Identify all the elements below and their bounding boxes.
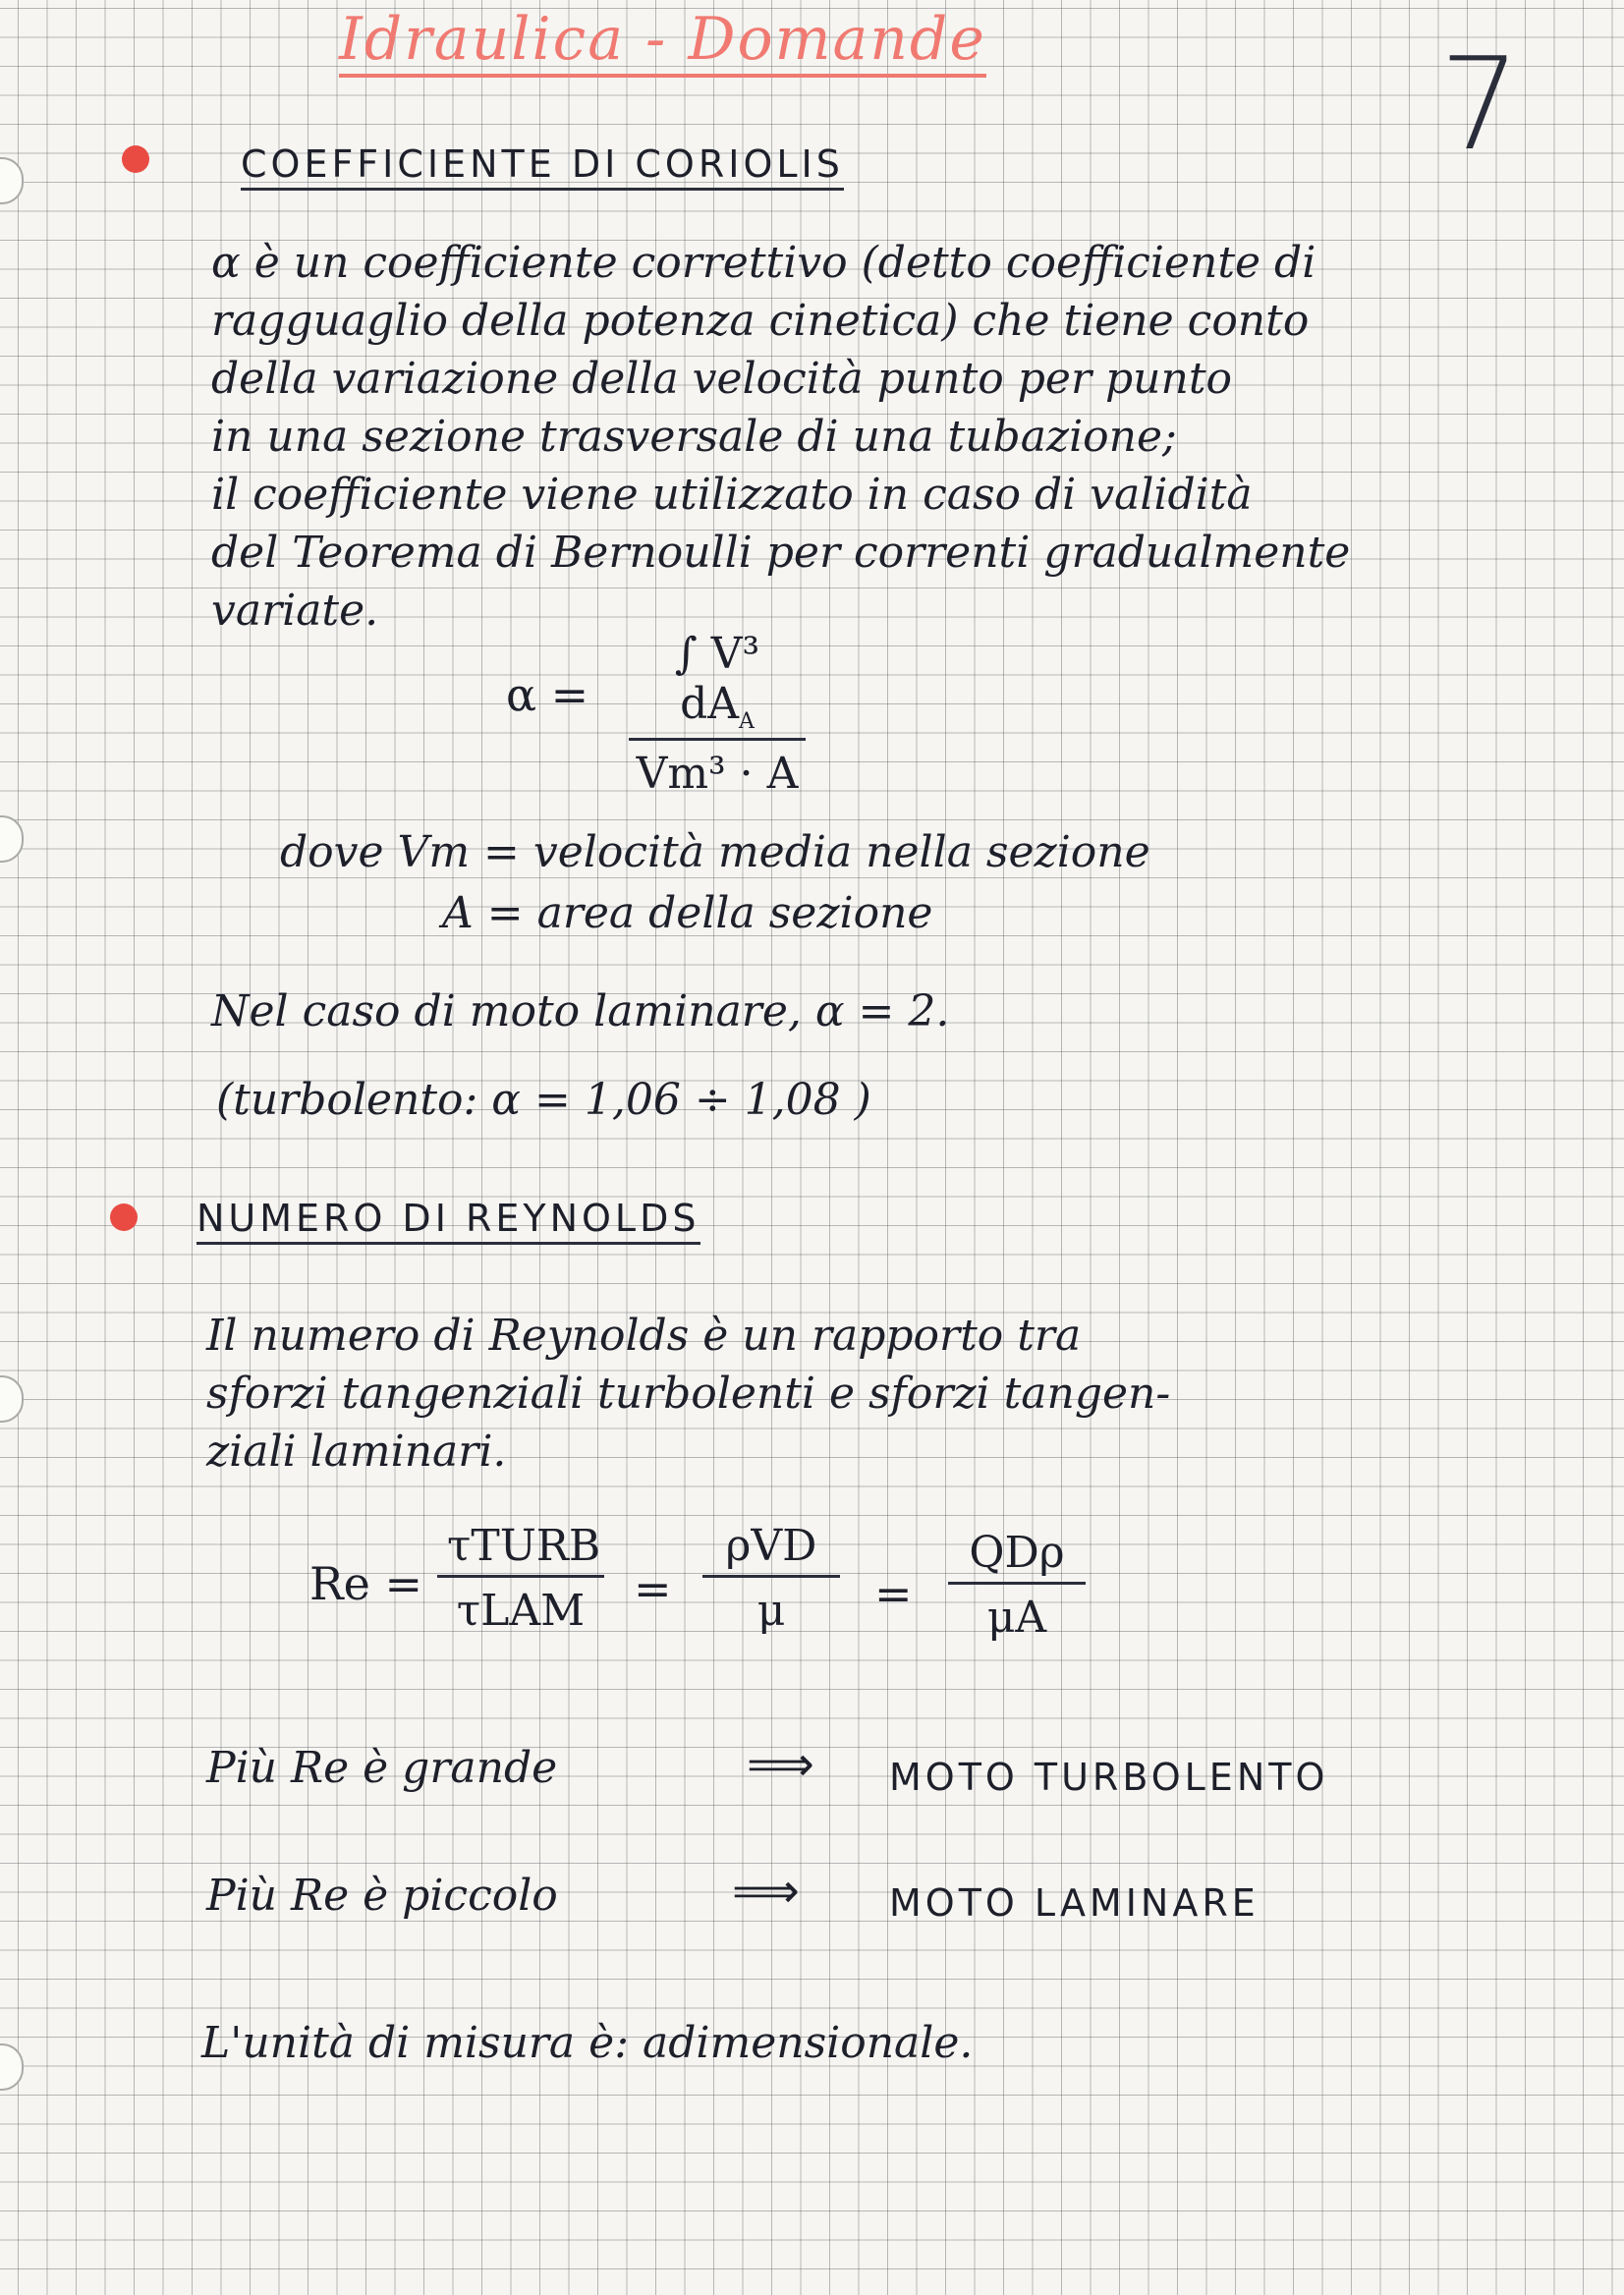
- turbulent-note: (turbolento: α = 1,06 ÷ 1,08 ): [216, 1075, 871, 1125]
- reynolds-paragraph: [206, 1307, 1170, 1481]
- fraction-denominator: μA: [986, 1593, 1047, 1643]
- section-heading-reynolds: NUMERO DI REYNOLDS: [196, 1197, 700, 1245]
- coriolis-numerator: ∫ V³ dA: [674, 629, 760, 729]
- reynolds-fraction-1: [437, 1521, 604, 1636]
- equals-sign: =: [874, 1567, 913, 1620]
- reynolds-fraction-2: [702, 1521, 840, 1636]
- implies-arrow-icon: ⟹: [747, 1737, 814, 1792]
- paragraph-line: α è un coefficiente correttivo (detto coefficiente di: [211, 238, 1316, 288]
- paragraph-line: il coefficiente viene utilizzato in caso di validità: [211, 470, 1253, 520]
- reynolds-formula-lhs: Re =: [309, 1557, 423, 1610]
- unit-note: L'unità di misura è: adimensionale.: [201, 2018, 974, 2068]
- rule-turbulent: MOTO TURBOLENTO: [889, 1756, 1329, 1799]
- rule-small-re: Più Re è piccolo: [206, 1871, 558, 1921]
- page-number: 7: [1439, 29, 1521, 179]
- rule-large-re: Più Re è grande: [206, 1743, 558, 1793]
- coriolis-fraction: [629, 629, 806, 799]
- rule-laminar: MOTO LAMINARE: [889, 1881, 1260, 1925]
- page-title: Idraulica - Domande: [339, 5, 986, 78]
- fraction-denominator: τLAM: [456, 1586, 586, 1636]
- coriolis-denominator: Vm³ · A: [636, 748, 799, 799]
- section-heading-coriolis: COEFFICIENTE DI CORIOLIS: [241, 142, 844, 191]
- paragraph-line: in una sezione trasversale di una tubazione;: [211, 412, 1177, 462]
- paragraph-line: ziali laminari.: [206, 1427, 507, 1477]
- bullet-dot: [122, 145, 149, 173]
- paragraph-line: del Teorema di Bernoulli per correnti gradualmente: [211, 528, 1351, 578]
- fraction-numerator: QDρ: [948, 1528, 1086, 1585]
- fraction-numerator: ρVD: [702, 1521, 840, 1578]
- paragraph-line: della variazione della velocità punto per punto: [211, 354, 1232, 404]
- fraction-numerator: τTURB: [437, 1521, 604, 1578]
- laminar-note: Nel caso di moto laminare, α = 2.: [211, 986, 950, 1036]
- coriolis-paragraph: [211, 234, 1350, 640]
- coriolis-formula-lhs: α =: [506, 668, 589, 721]
- paragraph-line: sforzi tangenziali turbolenti e sforzi tangen-: [206, 1369, 1171, 1419]
- implies-arrow-icon: ⟹: [732, 1864, 800, 1919]
- paragraph-line: ragguaglio della potenza cinetica) che tiene conto: [211, 296, 1310, 346]
- fraction-denominator: μ: [756, 1586, 786, 1636]
- reynolds-fraction-3: [948, 1528, 1086, 1643]
- bullet-dot: [110, 1203, 138, 1231]
- equals-sign: =: [634, 1562, 672, 1615]
- paragraph-line: Il numero di Reynolds è un rapporto tra: [206, 1311, 1082, 1361]
- coriolis-numerator-sub: A: [739, 708, 755, 734]
- paragraph-line: variate.: [211, 586, 379, 636]
- where-line: A = area della sezione: [442, 888, 933, 938]
- where-line: dove Vm = velocità media nella sezione: [280, 827, 1150, 877]
